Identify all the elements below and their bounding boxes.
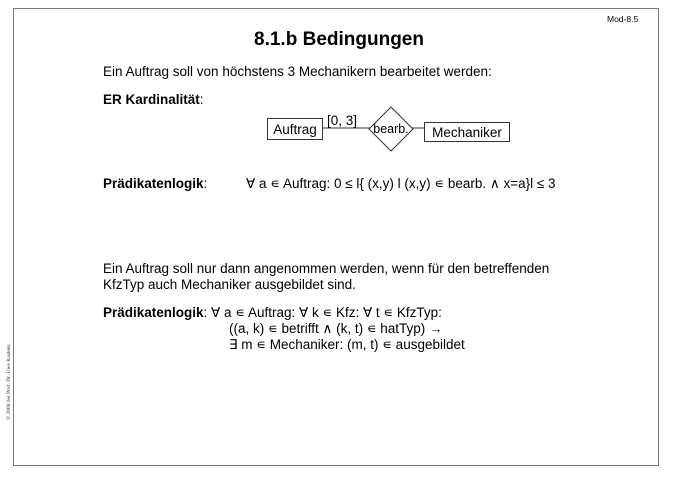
entity-mechaniker: Mechaniker: [424, 122, 510, 142]
intro-text-2-line2: KfzTyp auch Mechaniker ausgebildet sind.: [103, 277, 356, 292]
er-label: ER Kardinalität: [103, 92, 200, 107]
pl1-colon: :: [203, 176, 208, 191]
entity-auftrag: Auftrag: [267, 118, 323, 140]
pl2-line1: [103, 305, 442, 321]
intro-text-1: Ein Auftrag soll von höchstens 3 Mechanikern bearbeitet werden:: [103, 64, 492, 79]
relationship-label: bearb.: [373, 122, 409, 136]
cardinality-label: [0, 3]: [327, 113, 358, 128]
pl1-heading: [103, 176, 207, 191]
er-colon: :: [199, 92, 204, 107]
pl1-label: Prädikatenlogik: [103, 176, 204, 191]
slide-id: Mod-8.5: [607, 14, 639, 24]
pl1-formula: ∀ a ∊ Auftrag: 0 ≤ l{ (x,y) l (x,y) ∊ bearb. ∧ x=a}l ≤ 3: [246, 176, 556, 191]
pl2-line3: ∃ m ∊ Mechaniker: (m, t) ∊ ausgebildet: [229, 337, 465, 352]
pl2-label: Prädikatenlogik: [103, 305, 204, 320]
intro-text-2-line1: Ein Auftrag soll nur dann angenommen werden, wenn für den betreffenden: [103, 261, 550, 276]
pl2-line2: ((a, k) ∊ betrifft ∧ (k, t) ∊ hatTyp) →: [229, 321, 443, 336]
page-title: 8.1.b Bedingungen: [254, 29, 424, 50]
copyright-note: © 2008 bei Prof. Dr. Uwe Kastens: [6, 344, 12, 420]
pl2-formula-1: : ∀ a ∊ Auftrag: ∀ k ∊ Kfz: ∀ t ∊ KfzTyp:: [203, 305, 442, 320]
